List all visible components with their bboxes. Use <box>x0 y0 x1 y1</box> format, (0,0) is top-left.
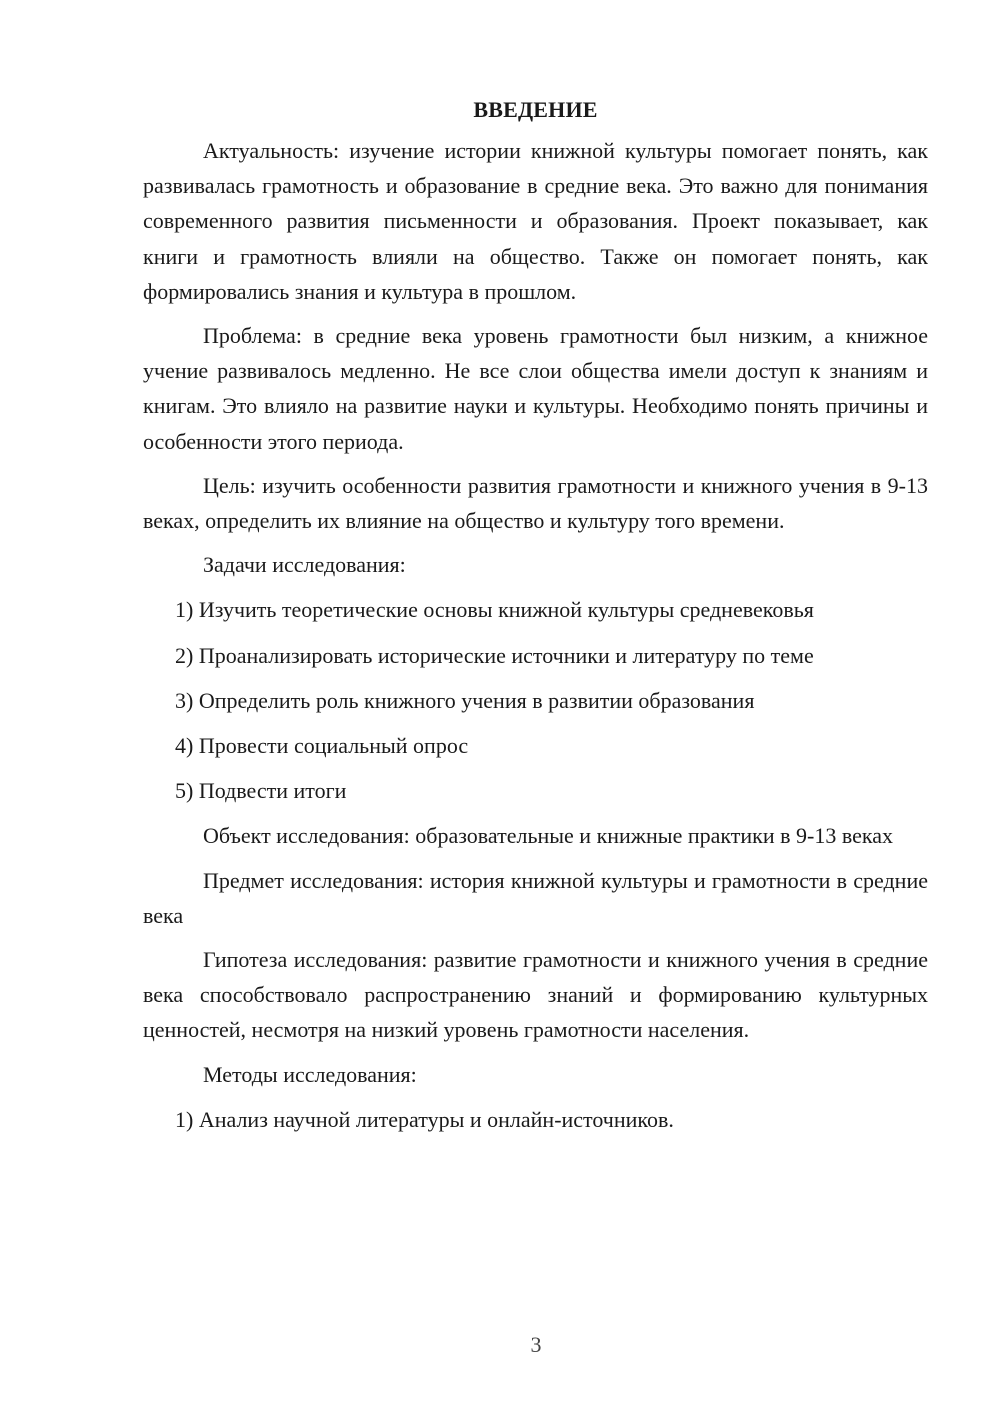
document-page <box>143 92 928 1147</box>
list-item: 1) Анализ научной литературы и онлайн-источников. <box>175 1106 674 1132</box>
list-item: 2) Проанализировать исторические источники и литературу по теме <box>175 642 814 668</box>
relevance-paragraph: Актуальность: изучение истории книжной культуры помогает понять, как развивалась грамотность и образование в средние века. Это важно для понимания современного развития письменности и образования. Проект показывает, как книги и грамотность влияли на общество. Также он помогает понять, как формировались знания и культура в прошлом. <box>143 138 928 304</box>
tasks-heading: Задачи исследования: <box>203 552 406 578</box>
goal-paragraph: Цель: изучить особенности развития грамотности и книжного учения в 9-13 веках, определить их влияние на общество и культуру того времени. <box>143 472 928 534</box>
methods-list <box>143 1102 928 1137</box>
page-number: 3 <box>530 1332 542 1357</box>
problem-paragraph: Проблема: в средние века уровень грамотности был низким, а книжное учение развивалось медленно. Не все слои общества имели доступ к знаниям и книгам. Это влияло на развитие науки и культуры. Необходимо понять причины и особенности этого периода. <box>143 323 928 454</box>
list-item: 5) Подвести итоги <box>175 778 347 804</box>
hypothesis-paragraph: Гипотеза исследования: развитие грамотности и книжного учения в средние века способствовало распространению знаний и формированию культурных ценностей, несмотря на низкий уровень грамотности населения. <box>143 947 928 1043</box>
list-item: 3) Определить роль книжного учения в развитии образования <box>175 687 755 713</box>
list-item: 4) Провести социальный опрос <box>175 733 469 759</box>
page-title: ВВЕДЕНИЕ <box>473 97 598 122</box>
tasks-list <box>143 592 928 808</box>
subject-paragraph: Предмет исследования: история книжной культуры и грамотности в средние века <box>143 867 928 928</box>
methods-heading: Методы исследования: <box>203 1061 417 1087</box>
list-item: 1) Изучить теоретические основы книжной культуры средневековья <box>175 597 814 623</box>
object-paragraph: Объект исследования: образовательные и книжные практики в 9-13 веках <box>203 823 893 849</box>
